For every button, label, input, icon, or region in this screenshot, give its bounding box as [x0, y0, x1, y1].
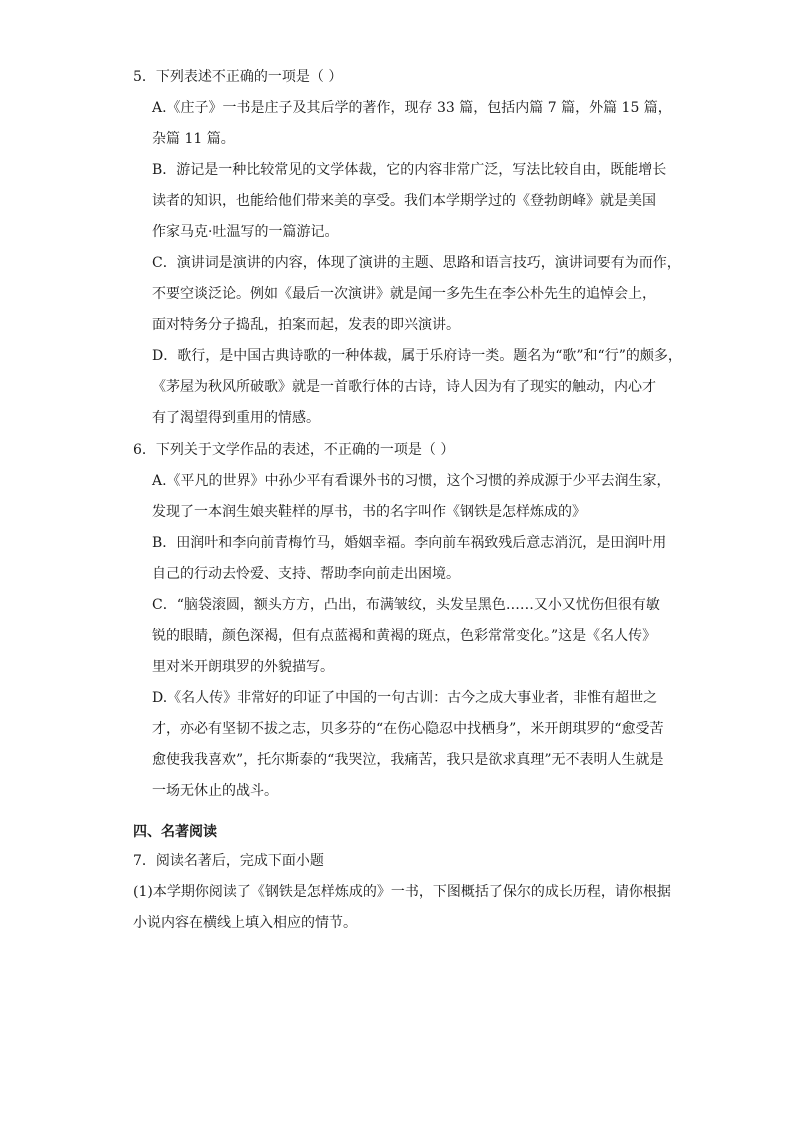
question-6-option-d-cont: 一场无休止的战斗。 [152, 783, 278, 799]
question-7-sub-1: (1)本学期你阅读了《钢铁是怎样炼成的》一书，下图概括了保尔的成长历程，请你根据 [133, 884, 671, 900]
question-6-stem: 6．下列关于文学作品的表述，不正确的一项是（ ） [133, 442, 455, 458]
question-6-option-d-cont: 愈使我我喜欢”，托尔斯泰的“我哭泣，我痛苦，我只是欲求真理”无不表明人生就是 [152, 752, 664, 768]
question-5-option-b: B．游记是一种比较常见的文学体裁，它的内容非常广泛，写法比较自由，既能增长 [152, 162, 667, 178]
question-5-option-a: A.《庄子》一书是庄子及其后学的著作，现存 33 篇，包括内篇 7 篇，外篇 15 篇， [152, 100, 672, 116]
question-5-option-d: D．歌行，是中国古典诗歌的一种体裁，属于乐府诗一类。题名为“歌”和“行”的颇多， [152, 348, 682, 364]
question-5-option-c: C．演讲词是演讲的内容，体现了演讲的主题、思路和语言技巧，演讲词要有为而作， [152, 255, 681, 271]
question-7-sub-1-cont: 小说内容在横线上填入相应的情节。 [133, 915, 357, 931]
question-5-option-c-cont: 面对特务分子捣乱，拍案而起，发表的即兴演讲。 [152, 317, 460, 333]
question-5-stem: 5．下列表述不正确的一项是（ ） [133, 69, 343, 85]
question-7-stem: 7．阅读名著后，完成下面小题 [133, 853, 324, 869]
question-6-option-c-cont: 里对米开朗琪罗的外貌描写。 [152, 659, 334, 675]
question-5-option-a-cont: 杂篇 11 篇。 [152, 131, 235, 147]
question-5-option-c-cont: 不要空谈泛论。例如《最后一次演讲》就是闻一多先生在李公朴先生的追悼会上， [152, 286, 656, 302]
question-5-option-b-cont: 作家马克·吐温写的一篇游记。 [152, 224, 339, 240]
section-heading: 四、名著阅读 [133, 824, 217, 840]
question-5-option-d-cont: 有了渴望得到重用的情感。 [152, 410, 320, 426]
question-6-option-a-cont: 发现了一本润生娘夹鞋样的厚书，书的名字叫作《钢铁是怎样炼成的》 [152, 504, 586, 520]
question-6-option-d: D.《名人传》非常好的印证了中国的一句古训：古今之成大事业者，非惟有超世之 [152, 690, 658, 706]
question-6-option-b: B．田润叶和李向前青梅竹马，婚姻幸福。李向前车祸致残后意志消沉，是田润叶用 [152, 535, 667, 551]
question-6-option-a: A.《平凡的世界》中孙少平有看课外书的习惯，这个习惯的养成源于少平去润生家， [152, 473, 671, 489]
question-6-option-c-cont: 锐的眼睛，颜色深褐，但有点蓝褐和黄褐的斑点，色彩常常变化。”这是《名人传》 [152, 628, 657, 644]
question-6-option-b-cont: 自己的行动去怜爱、支持、帮助李向前走出困境。 [152, 566, 460, 582]
question-6-option-c: C．“脑袋滚圆，额头方方，凸出，布满皱纹，头发呈黑色……又小又忧伤但很有敏 [152, 597, 660, 613]
question-6-option-d-cont: 才，亦必有坚韧不拔之志，贝多芬的“在伤心隐忍中找栖身”，米开朗琪罗的“愈受苦 [152, 721, 664, 737]
question-5-option-b-cont: 读者的知识，也能给他们带来美的享受。我们本学期学过的《登勃朗峰》就是美国 [152, 193, 656, 209]
question-5-option-d-cont: 《茅屋为秋风所破歌》就是一首歌行体的古诗，诗人因为有了现实的触动，内心才 [152, 379, 656, 395]
